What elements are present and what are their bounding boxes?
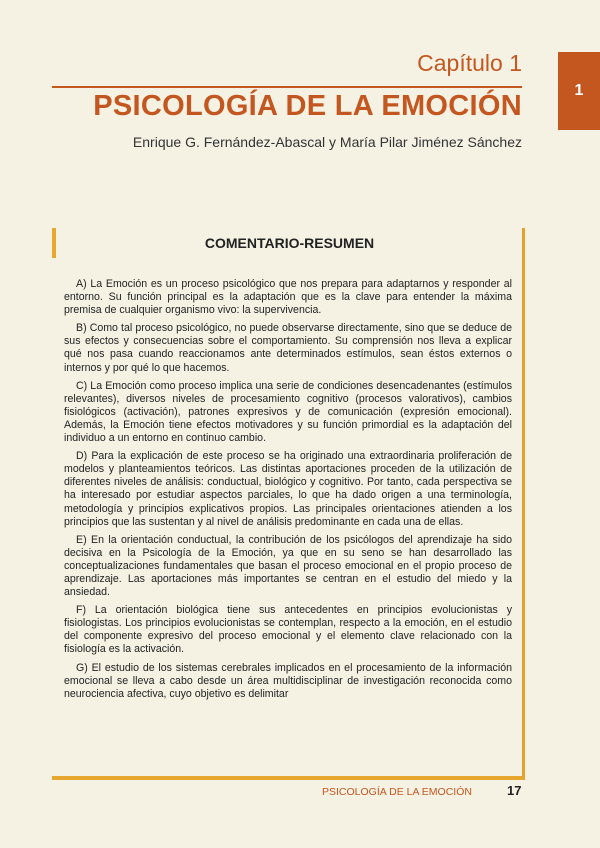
page-number: 17 — [507, 783, 522, 798]
authors: Enrique G. Fernández-Abascal y María Pilar Jiménez Sánchez — [132, 134, 522, 150]
chapter-tab-number: 1 — [574, 82, 584, 99]
chapter-tab — [558, 52, 600, 130]
summary-heading-bar — [52, 228, 523, 258]
summary-paragraph-g: G) El estudio de los sistemas cerebrales implicados en el procesamiento de la información emocional se lleva a cabo desde un área multidisciplinar de investigación reconocida como neurociencia afectiva, cuyo objetivo es delimitar — [64, 661, 512, 700]
summary-paragraph-e: E) En la orientación conductual, la contribución de los psicólogos del aprendizaje ha sido decisiva en la Psicología de la Emoción, ya que en su seno se han desarrollado las conceptualizaciones fundamentales que basan el proceso emocional en el propio proceso de aprendizaje. Las aportaciones más importantes se centran en el estudio del miedo y la ansiedad. — [64, 533, 512, 599]
summary-body — [64, 278, 512, 706]
running-title: PSICOLOGÍA DE LA EMOCIÓN — [322, 786, 472, 798]
summary-box — [52, 228, 525, 780]
summary-paragraph-b: B) Como tal proceso psicológico, no puede observarse directamente, sino que se deduce de sus efectos y consecuencias sobre el comportamiento. Su comprensión nos lleva a explicar qué nos pasa cuando reaccionamos ante determinados estímulos, sean éstos externos o internos y por qué lo que hacemos. — [64, 322, 512, 374]
chapter-rule — [52, 86, 522, 88]
summary-paragraph-f: F) La orientación biológica tiene sus antecedentes en principios evolucionistas y fisiologistas. Los principios evolucionistas se contemplan, respecto a la emoción, en el estudio del componente expresivo del proceso emocional y el elemento clave relacionado con la fisiología es la activación. — [64, 604, 512, 656]
summary-paragraph-d: D) Para la explicación de este proceso se ha originado una extraordinaria proliferación de modelos y planteamientos teóricos. Las distintas aportaciones proceden de la utilización de diferentes niveles de análisis: conductual, biológico y cognitivo. Por tanto, cada perspectiva se ha interesado por estudiar aspectos parciales, lo que ha dado origen a una terminología, metodología y principios explicativos propios. Las principales orientaciones atienden a los principios que las sustentan y al nivel de análisis predominante en cada una de ellas. — [64, 450, 512, 528]
chapter-label: Capítulo 1 — [417, 50, 522, 76]
page-title: PSICOLOGÍA DE LA EMOCIÓN — [93, 90, 522, 122]
summary-heading: COMENTARIO-RESUMEN — [204, 235, 375, 251]
summary-paragraph-a: A) La Emoción es un proceso psicológico que nos prepara para adaptarnos y responder al entorno. Su función principal es la adaptación que es la clave para entender la máxima premisa de cualquier organismo vivo: la supervivencia. — [64, 278, 512, 317]
summary-paragraph-c: C) La Emoción como proceso implica una serie de condiciones desencadenantes (estímulos relevantes), diversos niveles de procesamiento cognitivo (procesos valorativos), cambios fisiológicos (activación), patrones expresivos y de comunicación (expresión emocional). Además, la Emoción tiene efectos motivadores y su función primordial es la adaptación del individuo a un entorno en continuo cambio. — [64, 379, 512, 445]
